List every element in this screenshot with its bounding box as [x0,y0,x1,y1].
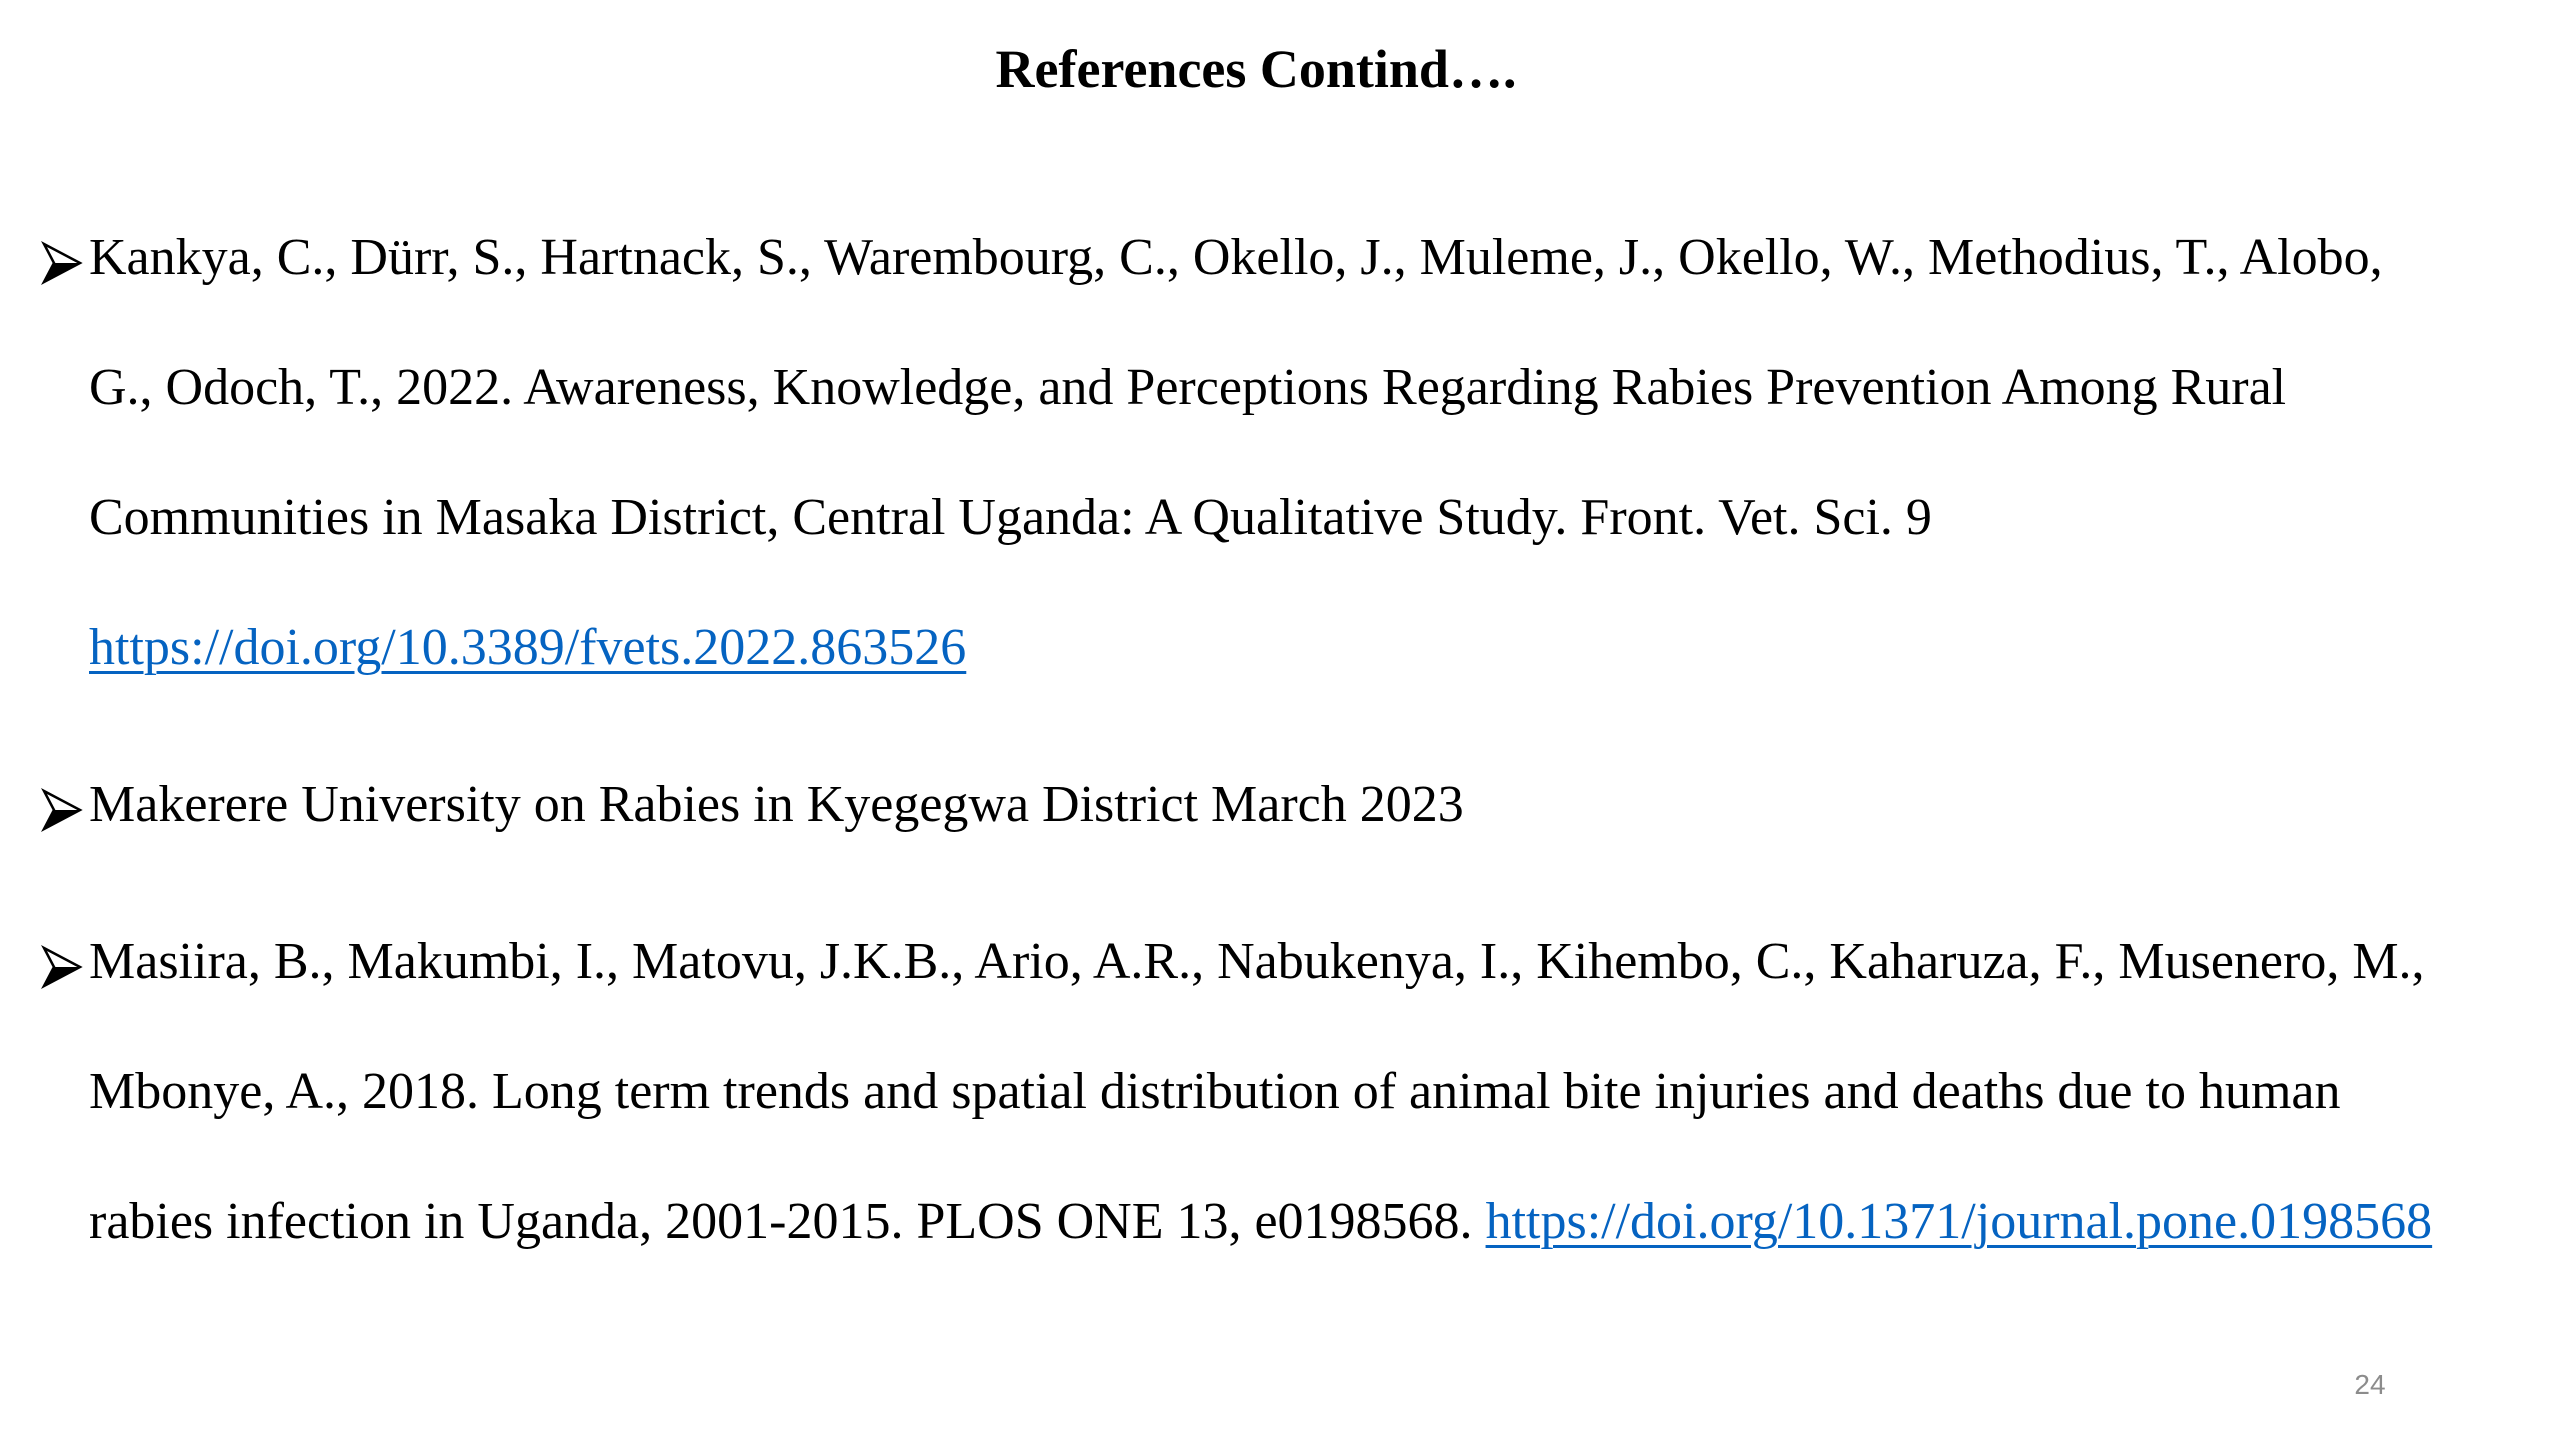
doi-link[interactable]: https://doi.org/10.1371/journal.pone.0198568 [1485,1193,2433,1250]
doi-link[interactable]: https://doi.org/10.3389/fvets.2022.863526 [89,619,967,676]
reference-text-span: rabies infection in Uganda, 2001-2015. PLOS ONE 13, e0198568. [89,1193,1486,1250]
slide-title: References Contind…. [995,39,1517,99]
reference-text-line [89,1192,2432,1252]
arrowhead-bullet-icon [40,942,86,992]
page-number: 24 [2354,1369,2386,1400]
reference-text-line: Makerere University on Rabies in Kyegegwa District March 2023 [89,776,1464,833]
reference-text-line: Kankya, C., Dürr, S., Hartnack, S., Warembourg, C., Okello, J., Muleme, J., Okello, W., Methodius, T., Alobo, [89,229,2383,286]
arrowhead-bullet-icon [40,785,86,835]
reference-text-line [89,618,966,678]
reference-text-line: Mbonye, A., 2018. Long term trends and spatial distribution of animal bite injuries and deaths due to human [89,1063,2341,1120]
reference-text-line: Communities in Masaka District, Central Uganda: A Qualitative Study. Front. Vet. Sci. 9 [89,489,1932,546]
reference-text-line: Masiira, B., Makumbi, I., Matovu, J.K.B., Ario, A.R., Nabukenya, I., Kihembo, C., Kaharuza, F., Musenero, M., [89,933,2425,990]
reference-text-line: G., Odoch, T., 2022. Awareness, Knowledge, and Perceptions Regarding Rabies Prevention Among Rural [89,359,2287,416]
arrowhead-bullet-icon [40,238,86,288]
